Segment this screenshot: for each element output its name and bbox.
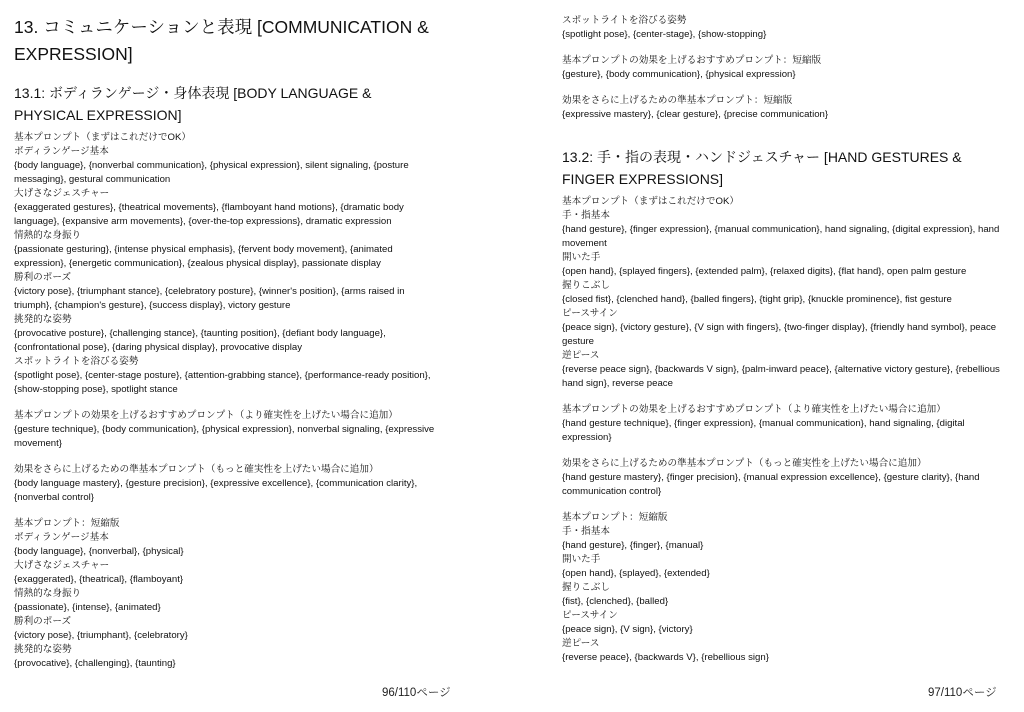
prompt-label: 効果をさらに上げるための準基本プロンプト：短縮版	[562, 95, 793, 106]
spacer	[562, 445, 1002, 457]
prompt-text: {hand gesture}, {finger expression}, {manual communication}, hand signaling, {digital expression}, hand movement	[562, 224, 1000, 249]
spacer	[562, 122, 1002, 146]
spacer	[562, 42, 1002, 54]
prompt-label: 手・指基本	[562, 526, 610, 537]
prompt-label: 挑発的な姿勢	[14, 644, 72, 655]
prompt-text: {body language}, {nonverbal}, {physical}	[14, 546, 184, 557]
prompt-label: スポットライトを浴びる姿勢	[14, 356, 139, 367]
prompt-label: 大げさなジェスチャー	[14, 188, 110, 199]
prompt-label: ボディランゲージ基本	[14, 532, 109, 543]
prompt-text: {exaggerated gestures}, {theatrical movements}, {flamboyant hand motions}, {dramatic body language}, {expansive arm movements}, {over-the-top expressions}, dramatic expression	[14, 202, 404, 227]
prompt-text: {victory pose}, {triumphant stance}, {celebratory posture}, {winner's position}, {arms raised in triumph}, {champion's gesture}, {success display}, victory gesture	[14, 286, 405, 311]
subsection-title: 13.2: 手・指の表現・ハンドジェスチャー [HAND GESTURES & FINGER EXPRESSIONS]	[562, 149, 962, 187]
spacer	[562, 391, 1002, 403]
prompt-label: 逆ピース	[562, 350, 600, 361]
prompt-text: {peace sign}, {V sign}, {victory}	[562, 624, 693, 635]
page-content	[562, 14, 1002, 665]
prompt-text: {open hand}, {splayed}, {extended}	[562, 568, 710, 579]
spacer	[14, 451, 442, 463]
prompt-text: {body language}, {nonverbal communication}, {physical expression}, silent signaling, {posture messaging}, gestural communication	[14, 160, 409, 185]
prompt-label: スポットライトを浴びる姿勢	[562, 15, 687, 26]
prompt-label: 基本プロンプトの効果を上げるおすすめプロンプト（より確実性を上げたい場合に追加）	[562, 404, 946, 415]
prompt-label: 勝利のポーズ	[14, 616, 72, 627]
page-right	[512, 0, 1024, 712]
prompt-text: {provocative}, {challenging}, {taunting}	[14, 658, 176, 669]
prompt-text: {gesture}, {body communication}, {physical expression}	[562, 69, 796, 80]
prompt-text: {hand gesture technique}, {finger expression}, {manual communication}, hand signaling, {digital expression}	[562, 418, 965, 443]
prompt-label: 握りこぶし	[562, 582, 610, 593]
prompt-label: ボディランゲージ基本	[14, 146, 109, 157]
prompt-text: {spotlight pose}, {center-stage posture}, {attention-grabbing stance}, {performance-ready position}, {show-stopping pose}, spotlight stance	[14, 370, 431, 395]
prompt-text: {exaggerated}, {theatrical}, {flamboyant}	[14, 574, 184, 585]
prompt-text: {reverse peace}, {backwards V}, {rebellious sign}	[562, 652, 769, 663]
prompt-label: 効果をさらに上げるための準基本プロンプト（もっと確実性を上げたい場合に追加）	[562, 458, 927, 469]
spacer	[562, 82, 1002, 94]
spacer	[14, 505, 442, 517]
prompt-text: {passionate gesturing}, {intense physical emphasis}, {fervent body movement}, {animated expression}, {energetic communication}, {zealous physical display}, passionate display	[14, 244, 393, 269]
prompt-text: {victory pose}, {triumphant}, {celebratory}	[14, 630, 188, 641]
prompt-text: {provocative posture}, {challenging stance}, {taunting position}, {defiant body language}, {confrontational pose}, {daring physical display}, provocative display	[14, 328, 386, 353]
prompt-text: {open hand}, {splayed fingers}, {extended palm}, {relaxed digits}, {flat hand}, open palm gesture	[562, 266, 967, 277]
page-content	[14, 14, 442, 671]
prompt-label: 情熱的な身振り	[14, 230, 82, 241]
prompt-text: {passionate}, {intense}, {animated}	[14, 602, 161, 613]
prompt-label: 基本プロンプトの効果を上げるおすすめプロンプト（より確実性を上げたい場合に追加）	[14, 410, 398, 421]
prompt-text: {hand gesture mastery}, {finger precision}, {manual expression excellence}, {gesture clarity}, {hand communication control}	[562, 472, 980, 497]
prompt-label: 握りこぶし	[562, 280, 610, 291]
subsection-title: 13.1: ボディランゲージ・身体表現 [BODY LANGUAGE & PHYSICAL EXPRESSION]	[14, 85, 372, 123]
prompt-label: 手・指基本	[562, 210, 610, 221]
prompt-label: 大げさなジェスチャー	[14, 560, 110, 571]
prompt-label: ピースサイン	[562, 610, 618, 621]
prompt-label: 基本プロンプト（まずはこれだけでOK）	[562, 196, 739, 207]
prompt-label: 基本プロンプト（まずはこれだけでOK）	[14, 132, 191, 143]
prompt-text: {gesture technique}, {body communication}, {physical expression}, nonverbal signaling, {expressive movement}	[14, 424, 435, 449]
prompt-label: 勝利のポーズ	[14, 272, 72, 283]
prompt-label: ピースサイン	[562, 308, 618, 319]
prompt-text: {expressive mastery}, {clear gesture}, {precise communication}	[562, 109, 829, 120]
prompt-label: 基本プロンプト：短縮版	[562, 512, 668, 523]
prompt-label: 開いた手	[562, 554, 601, 565]
section-title: 13. コミュニケーションと表現 [COMMUNICATION & EXPRESSION]	[14, 17, 429, 64]
prompt-label: 逆ピース	[562, 638, 600, 649]
spacer	[14, 397, 442, 409]
prompt-label: 情熱的な身振り	[14, 588, 82, 599]
prompt-label: 効果をさらに上げるための準基本プロンプト（もっと確実性を上げたい場合に追加）	[14, 464, 379, 475]
spacer	[562, 499, 1002, 511]
prompt-label: 挑発的な姿勢	[14, 314, 72, 325]
prompt-text: {fist}, {clenched}, {balled}	[562, 596, 669, 607]
prompt-text: {reverse peace sign}, {backwards V sign}, {palm-inward peace}, {alternative victory gesture}, {rebellious hand sign}, reverse peace	[562, 364, 1000, 389]
prompt-text: {body language mastery}, {gesture precision}, {expressive excellence}, {communication clarity}, {nonverbal control}	[14, 478, 418, 503]
prompt-text: {hand gesture}, {finger}, {manual}	[562, 540, 704, 551]
page-number: 96/110ページ	[382, 687, 451, 699]
page-number: 97/110ページ	[928, 687, 997, 699]
prompt-label: 基本プロンプト：短縮版	[14, 518, 120, 529]
prompt-text: {spotlight pose}, {center-stage}, {show-stopping}	[562, 29, 767, 40]
prompt-label: 基本プロンプトの効果を上げるおすすめプロンプト：短縮版	[562, 55, 822, 66]
prompt-text: {peace sign}, {victory gesture}, {V sign with fingers}, {two-finger display}, {friendly hand symbol}, peace gesture	[562, 322, 997, 347]
prompt-text: {closed fist}, {clenched hand}, {balled fingers}, {tight grip}, {knuckle prominence}, fist gesture	[562, 294, 952, 305]
prompt-label: 開いた手	[562, 252, 601, 263]
